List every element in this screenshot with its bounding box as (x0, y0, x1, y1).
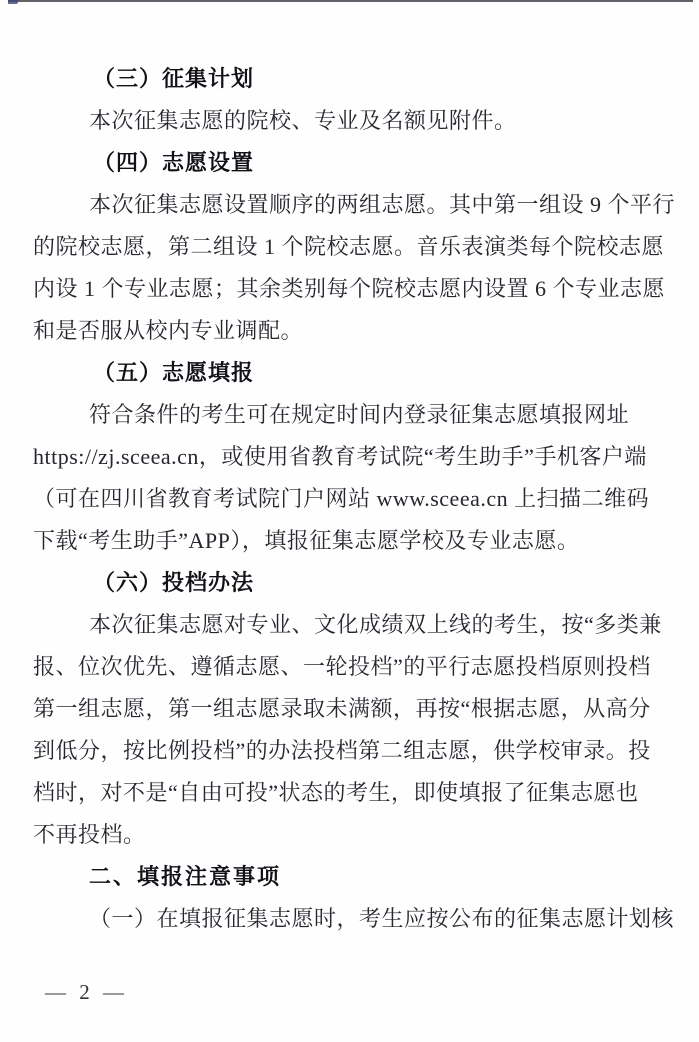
scan-artifact-line (8, 0, 693, 2)
section-heading-0: （三）征集计划 (93, 66, 255, 91)
paragraph-line-16: 到低分，按比例投档”的办法投档第二组志愿，供学校审录。投 (33, 738, 651, 763)
paragraph-line-14: 报、位次优先、遵循志愿、一轮投档”的平行志愿投档原则投档 (33, 654, 651, 679)
paragraph-line-9: https://zj.sceea.cn，或使用省教育考试院“考生助手”手机客户端 (33, 444, 647, 469)
scan-artifact-mark (8, 0, 18, 4)
paragraph-line-1: 本次征集志愿的院校、专业及名额见附件。 (89, 108, 517, 133)
section-heading-2: （四）志愿设置 (93, 150, 255, 175)
paragraph-line-10: （可在四川省教育考试院门户网站 www.sceea.cn 上扫描二维码 (33, 486, 650, 511)
paragraph-line-3: 本次征集志愿设置顺序的两组志愿。其中第一组设 9 个平行 (89, 192, 676, 217)
paragraph-line-5: 内设 1 个专业志愿；其余类别每个院校志愿内设置 6 个专业志愿 (33, 276, 666, 301)
paragraph-line-8: 符合条件的考生可在规定时间内登录征集志愿填报网址 (89, 402, 630, 427)
paragraph-line-18: 不再投档。 (33, 822, 146, 847)
paragraph-line-6: 和是否服从校内专业调配。 (33, 318, 304, 343)
section-heading-12: （六）投档办法 (93, 570, 255, 595)
paragraph-line-13: 本次征集志愿对专业、文化成绩双上线的考生，按“多类兼 (89, 612, 662, 637)
page-number: — 2 — (45, 980, 128, 1004)
document-body (33, 58, 676, 940)
paragraph-line-17: 档时，对不是“自由可投”状态的考生，即使填报了征集志愿也 (33, 780, 639, 805)
paragraph-line-20: （一）在填报征集志愿时，考生应按公布的征集志愿计划核 (89, 906, 675, 931)
paragraph-line-4: 的院校志愿，第二组设 1 个院校志愿。音乐表演类每个院校志愿 (33, 234, 665, 259)
paragraph-line-15: 第一组志愿，第一组志愿录取未满额，再按“根据志愿，从高分 (33, 696, 651, 721)
paragraph-line-11: 下载“考生助手”APP），填报征集志愿学校及专业志愿。 (33, 528, 580, 553)
section-heading-7: （五）志愿填报 (93, 360, 255, 385)
section-heading-19: 二、填报注意事项 (89, 864, 282, 889)
